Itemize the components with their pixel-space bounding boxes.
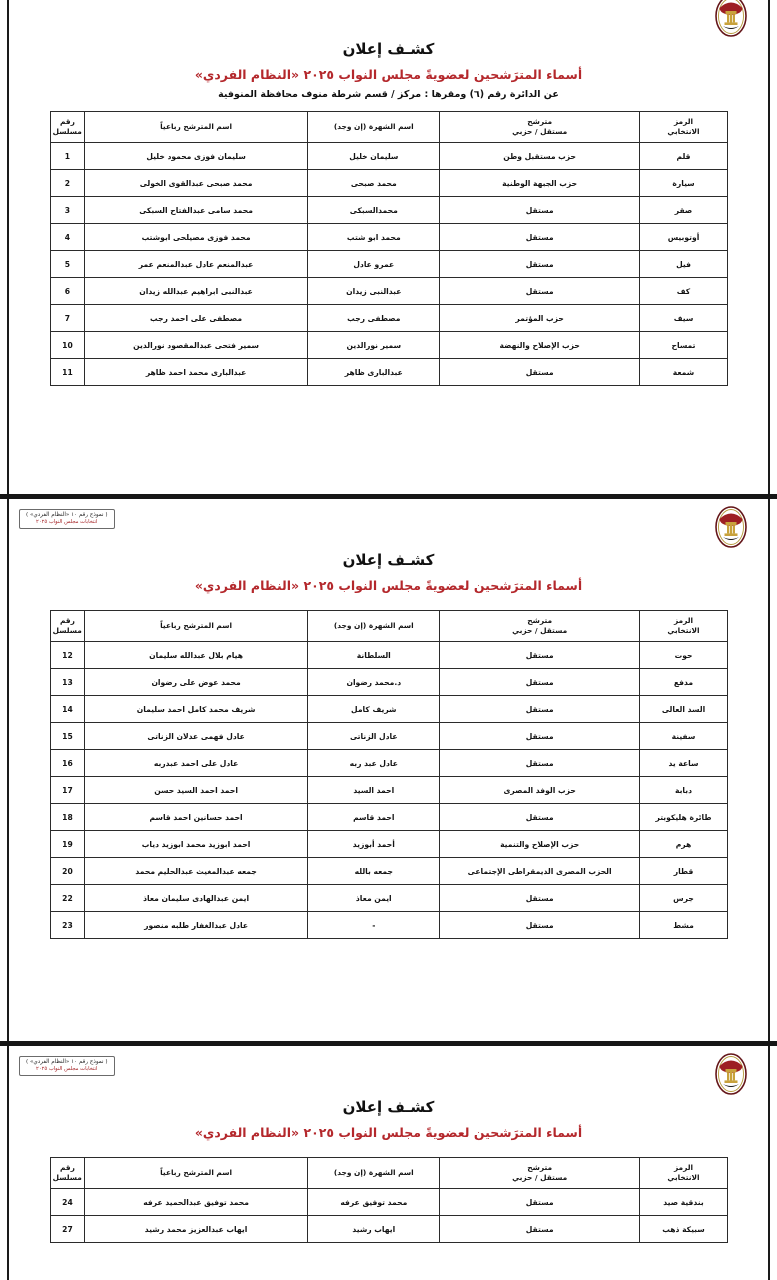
cell-serial: 20 [51, 858, 85, 885]
cell-party: حزب المؤتمر [440, 305, 640, 332]
table-row [51, 251, 728, 278]
cell-nickname: السلطانة [308, 642, 440, 669]
cell-candidate-name: مصطفى على احمد رجب [84, 305, 307, 332]
column-header-party: مترشح مستقل / حزبي [440, 1158, 640, 1189]
page-title: كشـف إعلان [342, 40, 435, 58]
cell-serial: 1 [51, 143, 85, 170]
sheet-header [9, 1046, 768, 1098]
cell-candidate-name: جمعه عبدالمغيث عبدالحليم محمد [84, 858, 307, 885]
cell-symbol: سيارة [640, 170, 728, 197]
table-row [51, 143, 728, 170]
cell-serial: 24 [51, 1189, 85, 1216]
cell-serial: 13 [51, 669, 85, 696]
cell-serial: 12 [51, 642, 85, 669]
column-header-name: اسم المترشح رباعياً [84, 611, 307, 642]
table-row [51, 777, 728, 804]
cell-party: حزب الإصلاح والتنمية [440, 831, 640, 858]
table-row [51, 912, 728, 939]
cell-nickname: - [308, 912, 440, 939]
cell-nickname: سليمان خليل [308, 143, 440, 170]
cell-candidate-name: شريف محمد كامل احمد سليمان [84, 696, 307, 723]
cell-symbol: السد العالى [640, 696, 728, 723]
cell-candidate-name: محمد سامى عبدالفتاح السبكى [84, 197, 307, 224]
cell-serial: 22 [51, 885, 85, 912]
cell-nickname: احمد السيد [308, 777, 440, 804]
cell-serial: 18 [51, 804, 85, 831]
cell-symbol: تمساح [640, 332, 728, 359]
announcement-sheet [7, 1046, 770, 1280]
cell-party: الحزب المصرى الديمقراطى الإجتماعى [440, 858, 640, 885]
cell-serial: 6 [51, 278, 85, 305]
cell-candidate-name: محمد صبحى عبدالقوى الخولى [84, 170, 307, 197]
page-separator [0, 494, 777, 499]
cell-candidate-name: احمد احمد السيد حسن [84, 777, 307, 804]
candidates-table-wrap [9, 111, 768, 386]
cell-candidate-name: عبدالمنعم عادل عبدالمنعم عمر [84, 251, 307, 278]
candidates-table [50, 111, 728, 386]
cell-candidate-name: سليمان فوزى محمود خليل [84, 143, 307, 170]
table-row [51, 885, 728, 912]
cell-party: مستقل [440, 359, 640, 386]
column-header-party: مترشح مستقل / حزبي [440, 611, 640, 642]
cell-party: مستقل [440, 669, 640, 696]
cell-serial: 16 [51, 750, 85, 777]
cell-candidate-name: محمد توفيق عبدالحميد عرفه [84, 1189, 307, 1216]
cell-party: مستقل [440, 1189, 640, 1216]
page-subtitle: أسماء المترَشحين لعضويةً مجلس النواب ٢٠٢٥ «النظام الفردي» [194, 67, 583, 82]
cell-nickname: احمد قاسم [308, 804, 440, 831]
district-line: عن الدائرة رقم (٦) ومقرها : مركز / قسم شرطة منوف محافظة المنوفية [218, 89, 559, 100]
column-header-serial: رقم مسلسل [51, 1158, 85, 1189]
cell-party: حزب الجبهة الوطنية [440, 170, 640, 197]
egypt-eagle-emblem [712, 0, 750, 40]
cell-symbol: سيف [640, 305, 728, 332]
table-header-row [51, 1158, 728, 1189]
page-title: كشـف إعلان [342, 551, 435, 569]
cell-symbol: حوت [640, 642, 728, 669]
column-header-name: اسم المترشح رباعياً [84, 1158, 307, 1189]
table-row [51, 170, 728, 197]
cell-candidate-name: عادل على احمد عبدربه [84, 750, 307, 777]
cell-symbol: هرم [640, 831, 728, 858]
egypt-eagle-emblem-svg [712, 0, 750, 40]
table-row [51, 359, 728, 386]
form-number-tag [19, 509, 115, 529]
cell-symbol: شمعة [640, 359, 728, 386]
cell-serial: 17 [51, 777, 85, 804]
cell-serial: 7 [51, 305, 85, 332]
cell-nickname: عادل الزناتى [308, 723, 440, 750]
column-header-name: اسم المترشح رباعياً [84, 112, 307, 143]
cell-nickname: د.محمد رضوان [308, 669, 440, 696]
table-row [51, 1189, 728, 1216]
cell-symbol: أوتوبيس [640, 224, 728, 251]
table-row [51, 858, 728, 885]
cell-party: مستقل [440, 197, 640, 224]
cell-symbol: ساعة يد [640, 750, 728, 777]
cell-candidate-name: هيام بلال عبدالله سليمان [84, 642, 307, 669]
page-subtitle: أسماء المترَشحين لعضويةً مجلس النواب ٢٠٢٥ «النظام الفردي» [194, 578, 583, 593]
form-number-tag [19, 1056, 115, 1076]
cell-candidate-name: محمد فوزى مصيلحى ابوشتب [84, 224, 307, 251]
cell-party: مستقل [440, 723, 640, 750]
column-header-symbol: الرمز الانتخابي [640, 112, 728, 143]
announcement-sheet [7, 499, 770, 1046]
table-row [51, 197, 728, 224]
cell-nickname: عبدالنبى زيدان [308, 278, 440, 305]
cell-nickname: ايمن معاذ [308, 885, 440, 912]
candidates-table [50, 610, 728, 939]
cell-serial: 5 [51, 251, 85, 278]
candidates-table-wrap [9, 610, 768, 939]
cell-candidate-name: ايمن عبدالهادى سليمان معاذ [84, 885, 307, 912]
table-row [51, 804, 728, 831]
table-row [51, 831, 728, 858]
cell-serial: 23 [51, 912, 85, 939]
table-row [51, 224, 728, 251]
cell-candidate-name: ايهاب عبدالعزيز محمد رشيد [84, 1216, 307, 1243]
egypt-eagle-emblem [712, 1050, 750, 1098]
cell-party: مستقل [440, 885, 640, 912]
cell-serial: 19 [51, 831, 85, 858]
column-header-nickname: اسم الشهرة (إن وجد) [308, 611, 440, 642]
egypt-eagle-emblem-svg [712, 1050, 750, 1098]
cell-serial: 10 [51, 332, 85, 359]
table-row [51, 1216, 728, 1243]
cell-nickname: محمد توفيق عرفه [308, 1189, 440, 1216]
cell-candidate-name: احمد حسانين احمد قاسم [84, 804, 307, 831]
page-subtitle: أسماء المترَشحين لعضويةً مجلس النواب ٢٠٢٥ «النظام الفردي» [194, 1125, 583, 1140]
cell-nickname: أحمد أبوزيد [308, 831, 440, 858]
table-row [51, 696, 728, 723]
cell-candidate-name: احمد ابوزيد محمد ابوزيد دياب [84, 831, 307, 858]
cell-party: مستقل [440, 224, 640, 251]
cell-party: مستقل [440, 804, 640, 831]
cell-symbol: قلم [640, 143, 728, 170]
table-row [51, 305, 728, 332]
sheet-header [9, 0, 768, 40]
page-separator [0, 1041, 777, 1046]
cell-symbol: كف [640, 278, 728, 305]
cell-symbol: مدفع [640, 669, 728, 696]
table-row [51, 669, 728, 696]
cell-nickname: محمد ابو شتب [308, 224, 440, 251]
table-row [51, 278, 728, 305]
form-tag-line-1: ( نموذج رقم ١٠ «النظام الفردي» ) [26, 512, 108, 518]
cell-symbol: قطار [640, 858, 728, 885]
table-header-row [51, 112, 728, 143]
column-header-nickname: اسم الشهرة (إن وجد) [308, 1158, 440, 1189]
cell-serial: 3 [51, 197, 85, 224]
cell-party: حزب مستقبل وطن [440, 143, 640, 170]
cell-candidate-name: عبدالنبى ابراهيم عبدالله زيدان [84, 278, 307, 305]
cell-nickname: سمير نورالدين [308, 332, 440, 359]
cell-symbol: جرس [640, 885, 728, 912]
cell-symbol: فيل [640, 251, 728, 278]
cell-party: مستقل [440, 912, 640, 939]
cell-serial: 2 [51, 170, 85, 197]
cell-symbol: بندقية صيد [640, 1189, 728, 1216]
candidates-table [50, 1157, 728, 1243]
cell-nickname: عمرو عادل [308, 251, 440, 278]
sheet-header [9, 499, 768, 551]
cell-party: مستقل [440, 750, 640, 777]
egypt-eagle-emblem [712, 503, 750, 551]
cell-nickname: محمدالسبكى [308, 197, 440, 224]
cell-serial: 11 [51, 359, 85, 386]
cell-nickname: مصطفى رجب [308, 305, 440, 332]
table-row [51, 332, 728, 359]
cell-party: حزب الوفد المصرى [440, 777, 640, 804]
column-header-serial: رقم مسلسل [51, 112, 85, 143]
cell-symbol: مشط [640, 912, 728, 939]
cell-serial: 4 [51, 224, 85, 251]
column-header-nickname: اسم الشهرة (إن وجد) [308, 112, 440, 143]
announcement-sheet [7, 0, 770, 494]
cell-nickname: عبدالبارى ظاهر [308, 359, 440, 386]
form-tag-line-1: ( نموذج رقم ١٠ «النظام الفردي» ) [26, 1059, 108, 1065]
cell-nickname: عادل عبد ربه [308, 750, 440, 777]
table-row [51, 723, 728, 750]
candidates-table-wrap [9, 1157, 768, 1243]
cell-serial: 15 [51, 723, 85, 750]
cell-candidate-name: عادل فهمى عدلان الزناتى [84, 723, 307, 750]
cell-nickname: ايهاب رشيد [308, 1216, 440, 1243]
cell-symbol: سبيكة ذهب [640, 1216, 728, 1243]
column-header-serial: رقم مسلسل [51, 611, 85, 642]
cell-symbol: دبابة [640, 777, 728, 804]
cell-candidate-name: سمير فتحى عبدالمقصود نورالدين [84, 332, 307, 359]
table-row [51, 750, 728, 777]
column-header-party: مترشح مستقل / حزبي [440, 112, 640, 143]
cell-nickname: شريف كامل [308, 696, 440, 723]
cell-symbol: طائرة هليكوبتر [640, 804, 728, 831]
cell-candidate-name: عبدالبارى محمد احمد ظاهر [84, 359, 307, 386]
form-tag-line-2: انتخابات مجلس النواب ٢٠٢٥ [36, 518, 98, 525]
cell-nickname: جمعه بالله [308, 858, 440, 885]
cell-party: مستقل [440, 642, 640, 669]
cell-candidate-name: عادل عبدالغفار طلبه منصور [84, 912, 307, 939]
column-header-symbol: الرمز الانتخابي [640, 1158, 728, 1189]
egypt-eagle-emblem-svg [712, 503, 750, 551]
cell-party: مستقل [440, 1216, 640, 1243]
table-header-row [51, 611, 728, 642]
cell-serial: 14 [51, 696, 85, 723]
cell-party: مستقل [440, 278, 640, 305]
cell-party: مستقل [440, 251, 640, 278]
cell-serial: 27 [51, 1216, 85, 1243]
cell-symbol: سفينة [640, 723, 728, 750]
cell-party: مستقل [440, 696, 640, 723]
page-title: كشـف إعلان [342, 1098, 435, 1116]
table-row [51, 642, 728, 669]
cell-symbol: صقر [640, 197, 728, 224]
column-header-symbol: الرمز الانتخابي [640, 611, 728, 642]
cell-nickname: محمد صبحى [308, 170, 440, 197]
cell-party: حزب الإصلاح والنهضة [440, 332, 640, 359]
form-tag-line-2: انتخابات مجلس النواب ٢٠٢٥ [36, 1065, 98, 1072]
cell-candidate-name: محمد عوض على رضوان [84, 669, 307, 696]
